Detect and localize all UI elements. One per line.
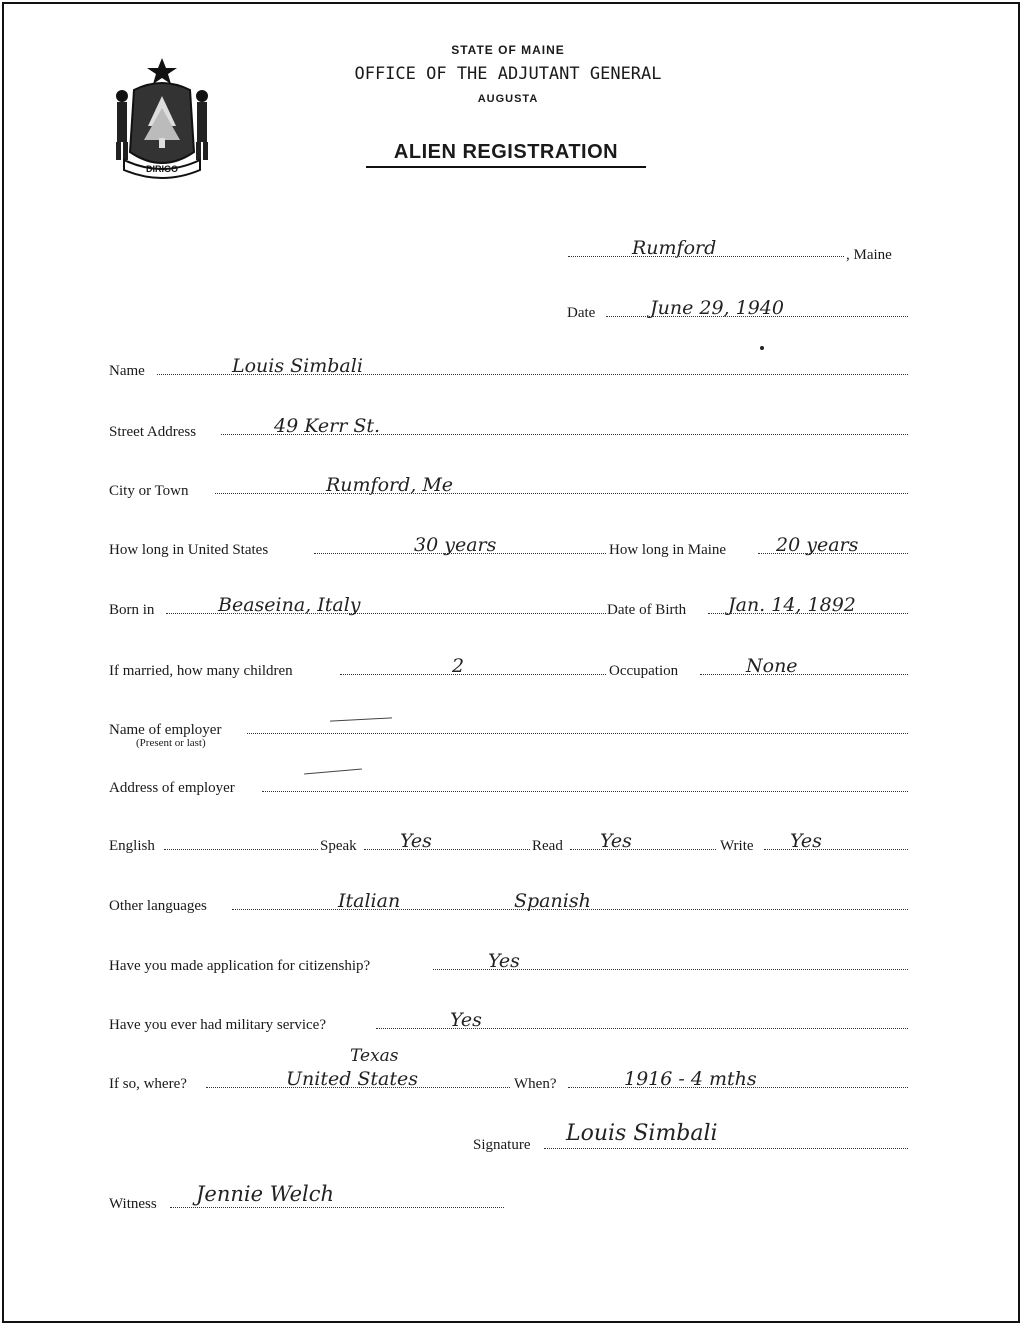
dob-value: Jan. 14, 1892 — [728, 594, 856, 616]
name-label: Name — [109, 363, 145, 379]
employer-address-line — [262, 791, 908, 792]
signature-value: Louis Simbali — [566, 1121, 718, 1146]
children-label: If married, how many children — [109, 663, 293, 679]
english-label: English — [109, 838, 155, 854]
street-value: 49 Kerr St. — [274, 415, 381, 437]
citizenship-label: Have you made application for citizenship? — [109, 958, 371, 974]
employer-name-label: Name of employer — [109, 722, 222, 738]
where-label: If so, where? — [109, 1076, 187, 1092]
read-value: Yes — [600, 830, 632, 852]
occupation-value: None — [746, 655, 798, 677]
seal-motto: DIRIGO — [145, 164, 179, 174]
where-value: United States — [286, 1068, 419, 1090]
other-language-1: Italian — [338, 890, 401, 912]
witness-line — [170, 1207, 504, 1208]
street-label: Street Address — [109, 424, 197, 440]
write-value: Yes — [790, 830, 822, 852]
how-long-maine-value: 20 years — [776, 534, 859, 556]
header-city: AUGUSTA — [477, 93, 539, 105]
header-state: STATE OF MAINE — [451, 43, 565, 57]
employer-name-sublabel: (Present or last) — [136, 737, 206, 749]
write-line — [764, 849, 908, 850]
military-label: Have you ever had military service? — [109, 1017, 326, 1033]
place-value: Rumford — [632, 237, 717, 259]
children-line — [340, 674, 606, 675]
other-language-2: Spanish — [514, 890, 591, 912]
witness-label: Witness — [109, 1196, 157, 1212]
city-value: Rumford, Me — [326, 474, 454, 496]
signature-line — [544, 1148, 908, 1149]
dob-label: Date of Birth — [607, 602, 687, 618]
how-long-us-label: How long in United States — [109, 542, 269, 558]
where-annotation: Texas — [350, 1046, 399, 1066]
city-label: City or Town — [109, 483, 189, 499]
read-label: Read — [532, 838, 563, 854]
children-value: 2 — [452, 655, 465, 677]
write-label: Write — [720, 838, 754, 854]
how-long-us-value: 30 years — [414, 534, 497, 556]
when-label: When? — [514, 1076, 557, 1092]
date-value: June 29, 1940 — [650, 297, 784, 319]
header-office: OFFICE OF THE ADJUTANT GENERAL — [354, 64, 662, 84]
name-value: Louis Simbali — [232, 355, 363, 377]
born-in-value: Beaseina, Italy — [218, 594, 361, 616]
city-line — [215, 493, 908, 494]
form-title: ALIEN REGISTRATION — [366, 141, 646, 168]
signature-label: Signature — [473, 1137, 531, 1153]
when-value: 1916 - 4 mths — [624, 1068, 757, 1090]
english-line — [164, 849, 318, 850]
witness-value: Jennie Welch — [196, 1182, 335, 1206]
occupation-label: Occupation — [609, 663, 679, 679]
occupation-line — [700, 674, 908, 675]
read-line — [570, 849, 716, 850]
other-languages-label: Other languages — [109, 898, 207, 914]
ink-speck — [760, 346, 764, 350]
speak-label: Speak — [320, 838, 357, 854]
how-long-maine-label: How long in Maine — [609, 542, 727, 558]
speak-line — [364, 849, 530, 850]
born-in-label: Born in — [109, 602, 155, 618]
employer-address-label: Address of employer — [109, 780, 235, 796]
employer-name-line — [247, 733, 908, 734]
military-value: Yes — [450, 1009, 482, 1031]
date-label: Date — [567, 305, 596, 321]
citizenship-value: Yes — [488, 950, 520, 972]
speak-value: Yes — [400, 830, 432, 852]
place-suffix: , Maine — [846, 247, 892, 263]
